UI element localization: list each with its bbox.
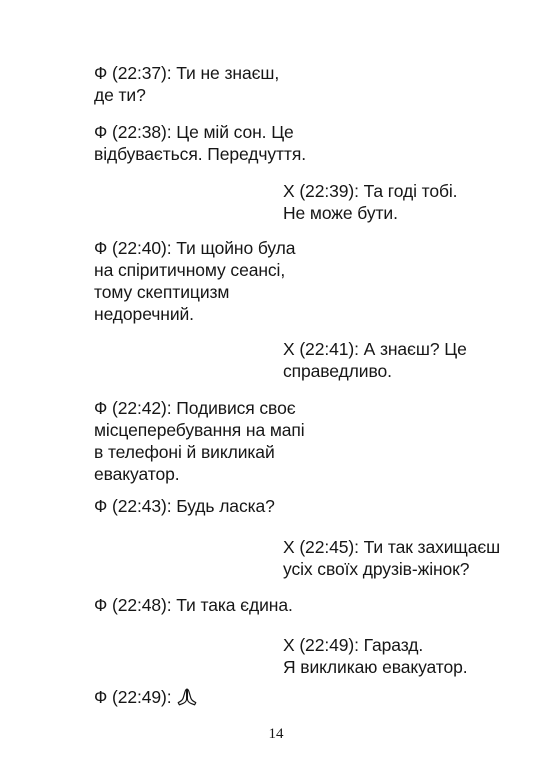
message-line: Ф (22:38): Це мій сон. Це: [94, 122, 294, 142]
message-f-2240: [94, 237, 295, 325]
message-x-2241: [283, 338, 467, 382]
message-x-2249: [283, 634, 468, 678]
praying-hands-icon: [177, 688, 197, 706]
message-line: тому скептицизм: [94, 282, 230, 302]
message-text: Ф (22:49):: [94, 687, 172, 707]
message-x-2245: [283, 536, 500, 580]
message-line: Ф (22:43): Будь ласка?: [94, 496, 275, 516]
message-f-2242: [94, 397, 305, 485]
message-line: де ти?: [94, 85, 146, 105]
message-line: місцеперебування на мапі: [94, 420, 305, 440]
message-line: Ф (22:37): Ти не знаєш,: [94, 63, 280, 83]
message-line: евакуатор.: [94, 464, 180, 484]
message-line: Не може бути.: [283, 203, 398, 223]
page-number: 14: [268, 726, 284, 742]
message-line: Ф (22:48): Ти така єдина.: [94, 595, 293, 615]
message-line: Х (22:39): Та годі тобі.: [283, 181, 458, 201]
message-line: Ф (22:40): Ти щойно була: [94, 238, 296, 258]
message-line: на спіритичному сеансі,: [94, 260, 286, 280]
message-line: Ф (22:42): Подивися своє: [94, 398, 296, 418]
message-line: Х (22:49): Гаразд.: [283, 635, 424, 655]
message-line: в телефоні й викликай: [94, 442, 275, 462]
message-line: Я викликаю евакуатор.: [283, 657, 468, 677]
message-x-2239: [283, 180, 457, 224]
message-line: відбувається. Передчуття.: [94, 144, 306, 164]
message-line: Х (22:41): А знаєш? Це: [283, 339, 467, 359]
message-line: [94, 686, 197, 708]
message-f-2238: [94, 121, 306, 165]
message-f-2248: [94, 594, 293, 616]
message-f-2237: [94, 62, 279, 106]
message-line: Х (22:45): Ти так захищаєш: [283, 537, 501, 557]
message-f-2243: [94, 495, 275, 517]
message-f-2249: [94, 686, 197, 708]
message-line: недоречний.: [94, 304, 194, 324]
message-line: усіх своїх друзів-жінок?: [283, 559, 470, 579]
message-line: справедливо.: [283, 361, 392, 381]
